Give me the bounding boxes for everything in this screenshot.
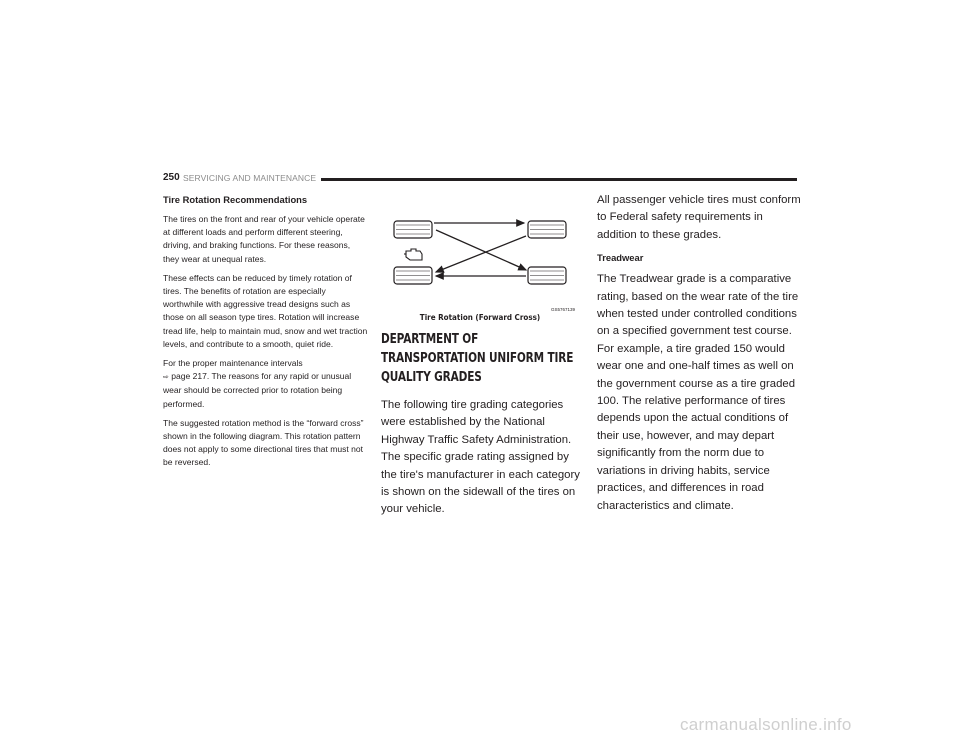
tire-front-right <box>528 221 566 238</box>
paragraph: These effects can be reduced by timely rotation of tires. The benefits of rotation are especially worthwhile with aggressive tread designs such as those on all season type tires. Rotation will increase tread life, help to maintain mud, snow and wet traction levels, and contribute to a smooth, quiet ride. <box>163 272 368 349</box>
paragraph: All passenger vehicle tires must conform to Federal safety requirements in addition to these grades. <box>597 194 801 241</box>
arrow-front-right-to-rear-left <box>436 236 526 272</box>
dot-utqg-heading: DEPARTMENT OF TRANSPORTATION UNIFORM TIRE QUALITY GRADES <box>381 331 574 385</box>
paragraph: The tires on the front and rear of your vehicle operate at different loads and perform different steering, driving, and braking functions. For these reasons, they wear at unequal rates. <box>163 214 365 264</box>
section-title: SERVICING AND MAINTENANCE <box>183 173 317 183</box>
tire-front-left <box>394 221 432 238</box>
treadwear-heading: Treadwear <box>597 252 644 264</box>
tire-rear-left <box>394 267 432 284</box>
arrow-rear-left-to-front-right <box>436 230 526 270</box>
page-header <box>163 172 797 186</box>
tire-rear-right <box>528 267 566 284</box>
middle-column <box>381 330 581 519</box>
paragraph: The following tire grading categories were established by the National Highway Traffic Safety Administration. The specific grade rating assigned by the tire's manufacturer in each category is shown on the sidewall of the tires on your vehicle. <box>381 399 580 516</box>
paragraph: The Treadwear grade is a comparative rating, based on the wear rate of the tire when tested under controlled conditions on a specified government test course. For example, a tire graded 150 would wear one and one-half times as well on the government course as a tire graded 100. The relative performance of tires depends upon the actual conditions of their use, however, and may depart significantly from the norm due to variations in driving habits, service practices, and differences in road characteristics and climate. <box>597 273 799 512</box>
tire-rotation-diagram <box>380 208 580 312</box>
engine-icon <box>404 249 422 260</box>
right-column <box>597 192 802 523</box>
page-number: 250 <box>163 172 180 183</box>
paragraph-with-xref: For the proper maintenance intervals ⇨ page 217. The reasons for any rapid or unusual wear should be corrected prior to rotation being performed. <box>163 358 352 409</box>
rotation-diagram-svg <box>380 208 580 312</box>
figure-caption: Tire Rotation (Forward Cross) <box>419 313 541 322</box>
paragraph: The suggested rotation method is the “forward cross” shown in the following diagram. This rotation pattern does not apply to some directional tires that must not be reversed. <box>163 417 364 468</box>
header-rule <box>321 178 797 181</box>
tire-rotation-heading: Tire Rotation Recommendations <box>163 194 308 205</box>
xref-arrow-icon: ⇨ <box>163 374 169 382</box>
left-column <box>163 194 368 476</box>
watermark: carmanualsonline.info <box>680 715 852 734</box>
figure-id: GS5767139 <box>551 307 576 312</box>
page-reference-link[interactable]: page 217 <box>171 371 207 382</box>
